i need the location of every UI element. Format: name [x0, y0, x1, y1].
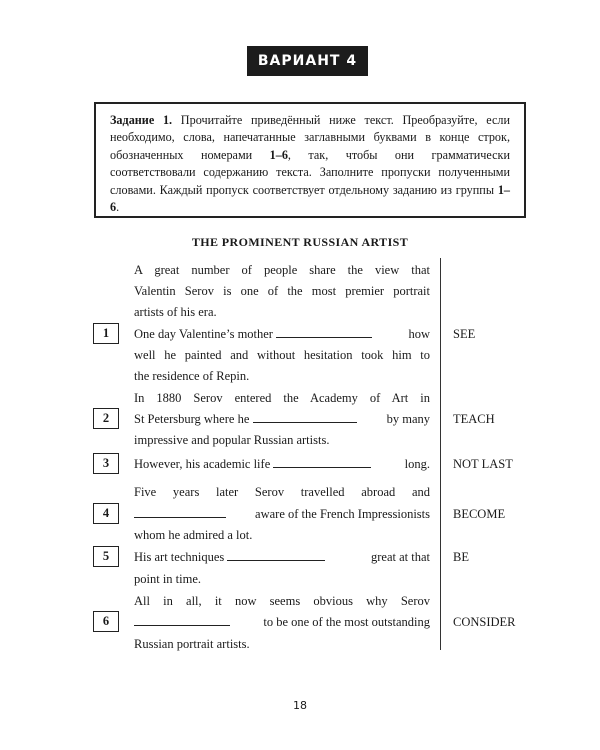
- text-line-gap-5: [134, 550, 430, 565]
- text-line-gap-6: [134, 615, 430, 630]
- text-line: impressive and popular Russian artists.: [134, 433, 330, 447]
- text-line: the residence of Repin.: [134, 369, 250, 383]
- task-lead: Задание 1.: [110, 113, 173, 127]
- text-fragment: One day Valentine’s mother: [134, 327, 273, 341]
- item-number-box: 5: [93, 546, 119, 567]
- text-fragment: long.: [404, 457, 430, 471]
- task-range-2: 1–6: [110, 182, 510, 215]
- item-number-box: 2: [93, 408, 119, 429]
- task-text-3: .: [116, 200, 120, 215]
- text-fragment: However, his academic life: [134, 457, 271, 471]
- text-line: A great number of people share the view that: [134, 263, 430, 277]
- text-fragment: how: [408, 327, 430, 341]
- text-line: whom he admired a lot.: [134, 528, 253, 542]
- text-line-gap-2: [134, 412, 430, 427]
- item-number-box: 3: [93, 453, 119, 474]
- text-line: Five years later Serov travelled abroad and: [134, 485, 430, 499]
- answer-blank-3[interactable]: [273, 457, 371, 468]
- text-line-gap-4: [134, 507, 430, 522]
- text-line-gap-1: [134, 327, 430, 342]
- task-instructions: [94, 102, 526, 218]
- key-word: TEACH: [453, 412, 495, 426]
- text-line: artists of his era.: [134, 305, 217, 319]
- variant-label: ВАРИАНТ 4: [247, 46, 368, 76]
- text-line: Russian portrait artists.: [134, 637, 250, 651]
- text-line: point in time.: [134, 572, 202, 586]
- task-range-1: 1–6: [269, 147, 288, 162]
- answer-blank-6[interactable]: [134, 615, 230, 626]
- text-title: THE PROMINENT RUSSIAN ARTIST: [191, 235, 409, 249]
- answer-blank-2[interactable]: [253, 412, 357, 423]
- key-word: BE: [453, 550, 469, 564]
- text-fragment: great at that: [371, 550, 430, 564]
- column-divider: [440, 258, 441, 650]
- key-word: NOT LAST: [453, 457, 513, 471]
- text-fragment: aware of the French Impressionists: [255, 507, 430, 521]
- text-line: In 1880 Serov entered the Academy of Art in: [134, 391, 430, 405]
- text-fragment: by many: [386, 412, 430, 426]
- text-fragment: His art techniques: [134, 550, 225, 564]
- text-line: Valentin Serov is one of the most premier portrait: [134, 284, 430, 298]
- item-number-box: 4: [93, 503, 119, 524]
- text-line-gap-3: [134, 457, 430, 472]
- page-number: 18: [293, 699, 307, 712]
- answer-blank-1[interactable]: [276, 327, 372, 338]
- key-word: CONSIDER: [453, 615, 516, 629]
- key-word: SEE: [453, 327, 476, 341]
- item-number-box: 1: [93, 323, 119, 344]
- text-fragment: to be one of the most outstanding: [263, 615, 430, 629]
- text-line: well he painted and without hesitation took him to: [134, 348, 430, 362]
- key-word: BECOME: [453, 507, 506, 521]
- task-text-2: , так, чтобы они грамматически соответствовали содержанию текста. Заполните пропуски полученными словами. Каждый пропуск соответствует отдельному заданию из группы: [110, 147, 510, 197]
- answer-blank-4[interactable]: [134, 507, 226, 518]
- task-text-1: Прочитайте приведённый ниже текст. Преобразуйте, если необходимо, слова, напечатанные заглавными буквами в конце строк, обозначенных номерами: [110, 113, 510, 162]
- text-fragment: St Petersburg where he: [134, 412, 250, 426]
- answer-blank-5[interactable]: [227, 550, 325, 561]
- item-number-box: 6: [93, 611, 119, 632]
- text-line: All in all, it now seems obvious why Serov: [134, 594, 430, 608]
